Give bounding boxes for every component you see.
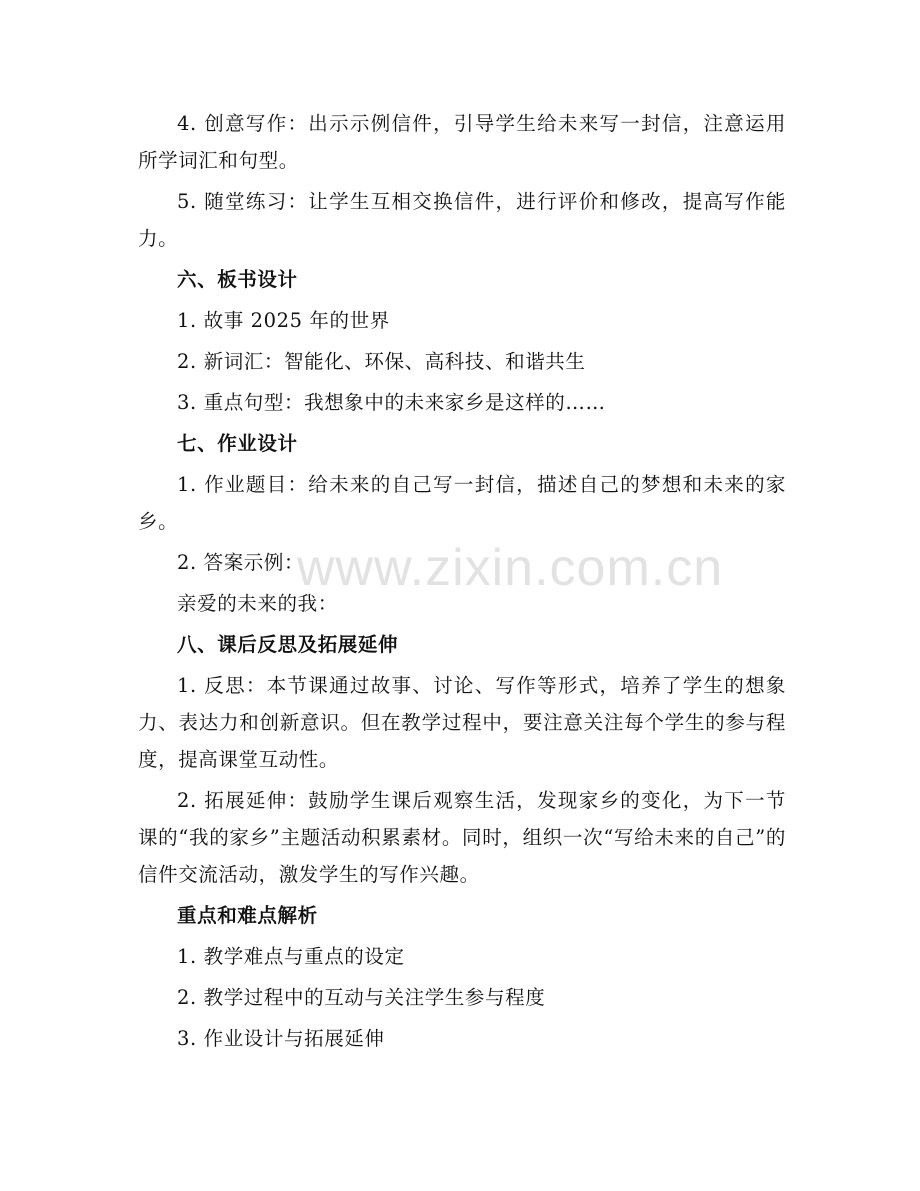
- section-heading-reflection: 八、课后反思及拓展延伸: [177, 633, 399, 656]
- homework-item-1: 1. 作业题目：给未来的自己写一封信，描述自己的梦想和未来的家乡。: [138, 473, 786, 533]
- watermark-text: www.zixin.com.cn: [296, 539, 724, 597]
- board-item-3: 3. 重点句型：我想象中的未来家乡是这样的……: [177, 391, 606, 414]
- section-heading-key-points: 重点和难点解析: [177, 904, 318, 927]
- step-4-creative-writing: 4. 创意写作：出示示例信件，引导学生给未来写一封信，注意运用所学词汇和句型。: [138, 112, 786, 172]
- key-point-1: 1. 教学难点与重点的设定: [177, 945, 405, 968]
- reflection-item-1: 1. 反思：本节课通过故事、讨论、写作等形式，培养了学生的想象力、表达力和创新意识。但在教学过程中，要注意关注每个学生的参与程度，提高课堂互动性。: [138, 674, 786, 771]
- step-5-class-practice: 5. 随堂练习：让学生互相交换信件，进行评价和修改，提高写作能力。: [138, 190, 786, 250]
- section-heading-board-design: 六、板书设计: [177, 268, 298, 291]
- reflection-item-2: 2. 拓展延伸：鼓励学生课后观察生活，发现家乡的变化，为下一节课的“我的家乡”主题活动积累素材。同时，组织一次“写给未来的自己”的信件交流活动，激发学生的写作兴趣。: [138, 789, 786, 886]
- section-heading-homework: 七、作业设计: [177, 432, 298, 455]
- letter-greeting: 亲爱的未来的我：: [177, 592, 338, 615]
- board-item-1: 1. 故事 2025 年的世界: [177, 309, 390, 332]
- key-point-3: 3. 作业设计与拓展延伸: [177, 1027, 385, 1050]
- document-body: [138, 105, 786, 1061]
- homework-item-2: 2. 答案示例：: [177, 551, 305, 574]
- key-point-2: 2. 教学过程中的互动与关注学生参与程度: [177, 986, 546, 1009]
- board-item-2: 2. 新词汇：智能化、环保、高科技、和谐共生: [177, 350, 586, 373]
